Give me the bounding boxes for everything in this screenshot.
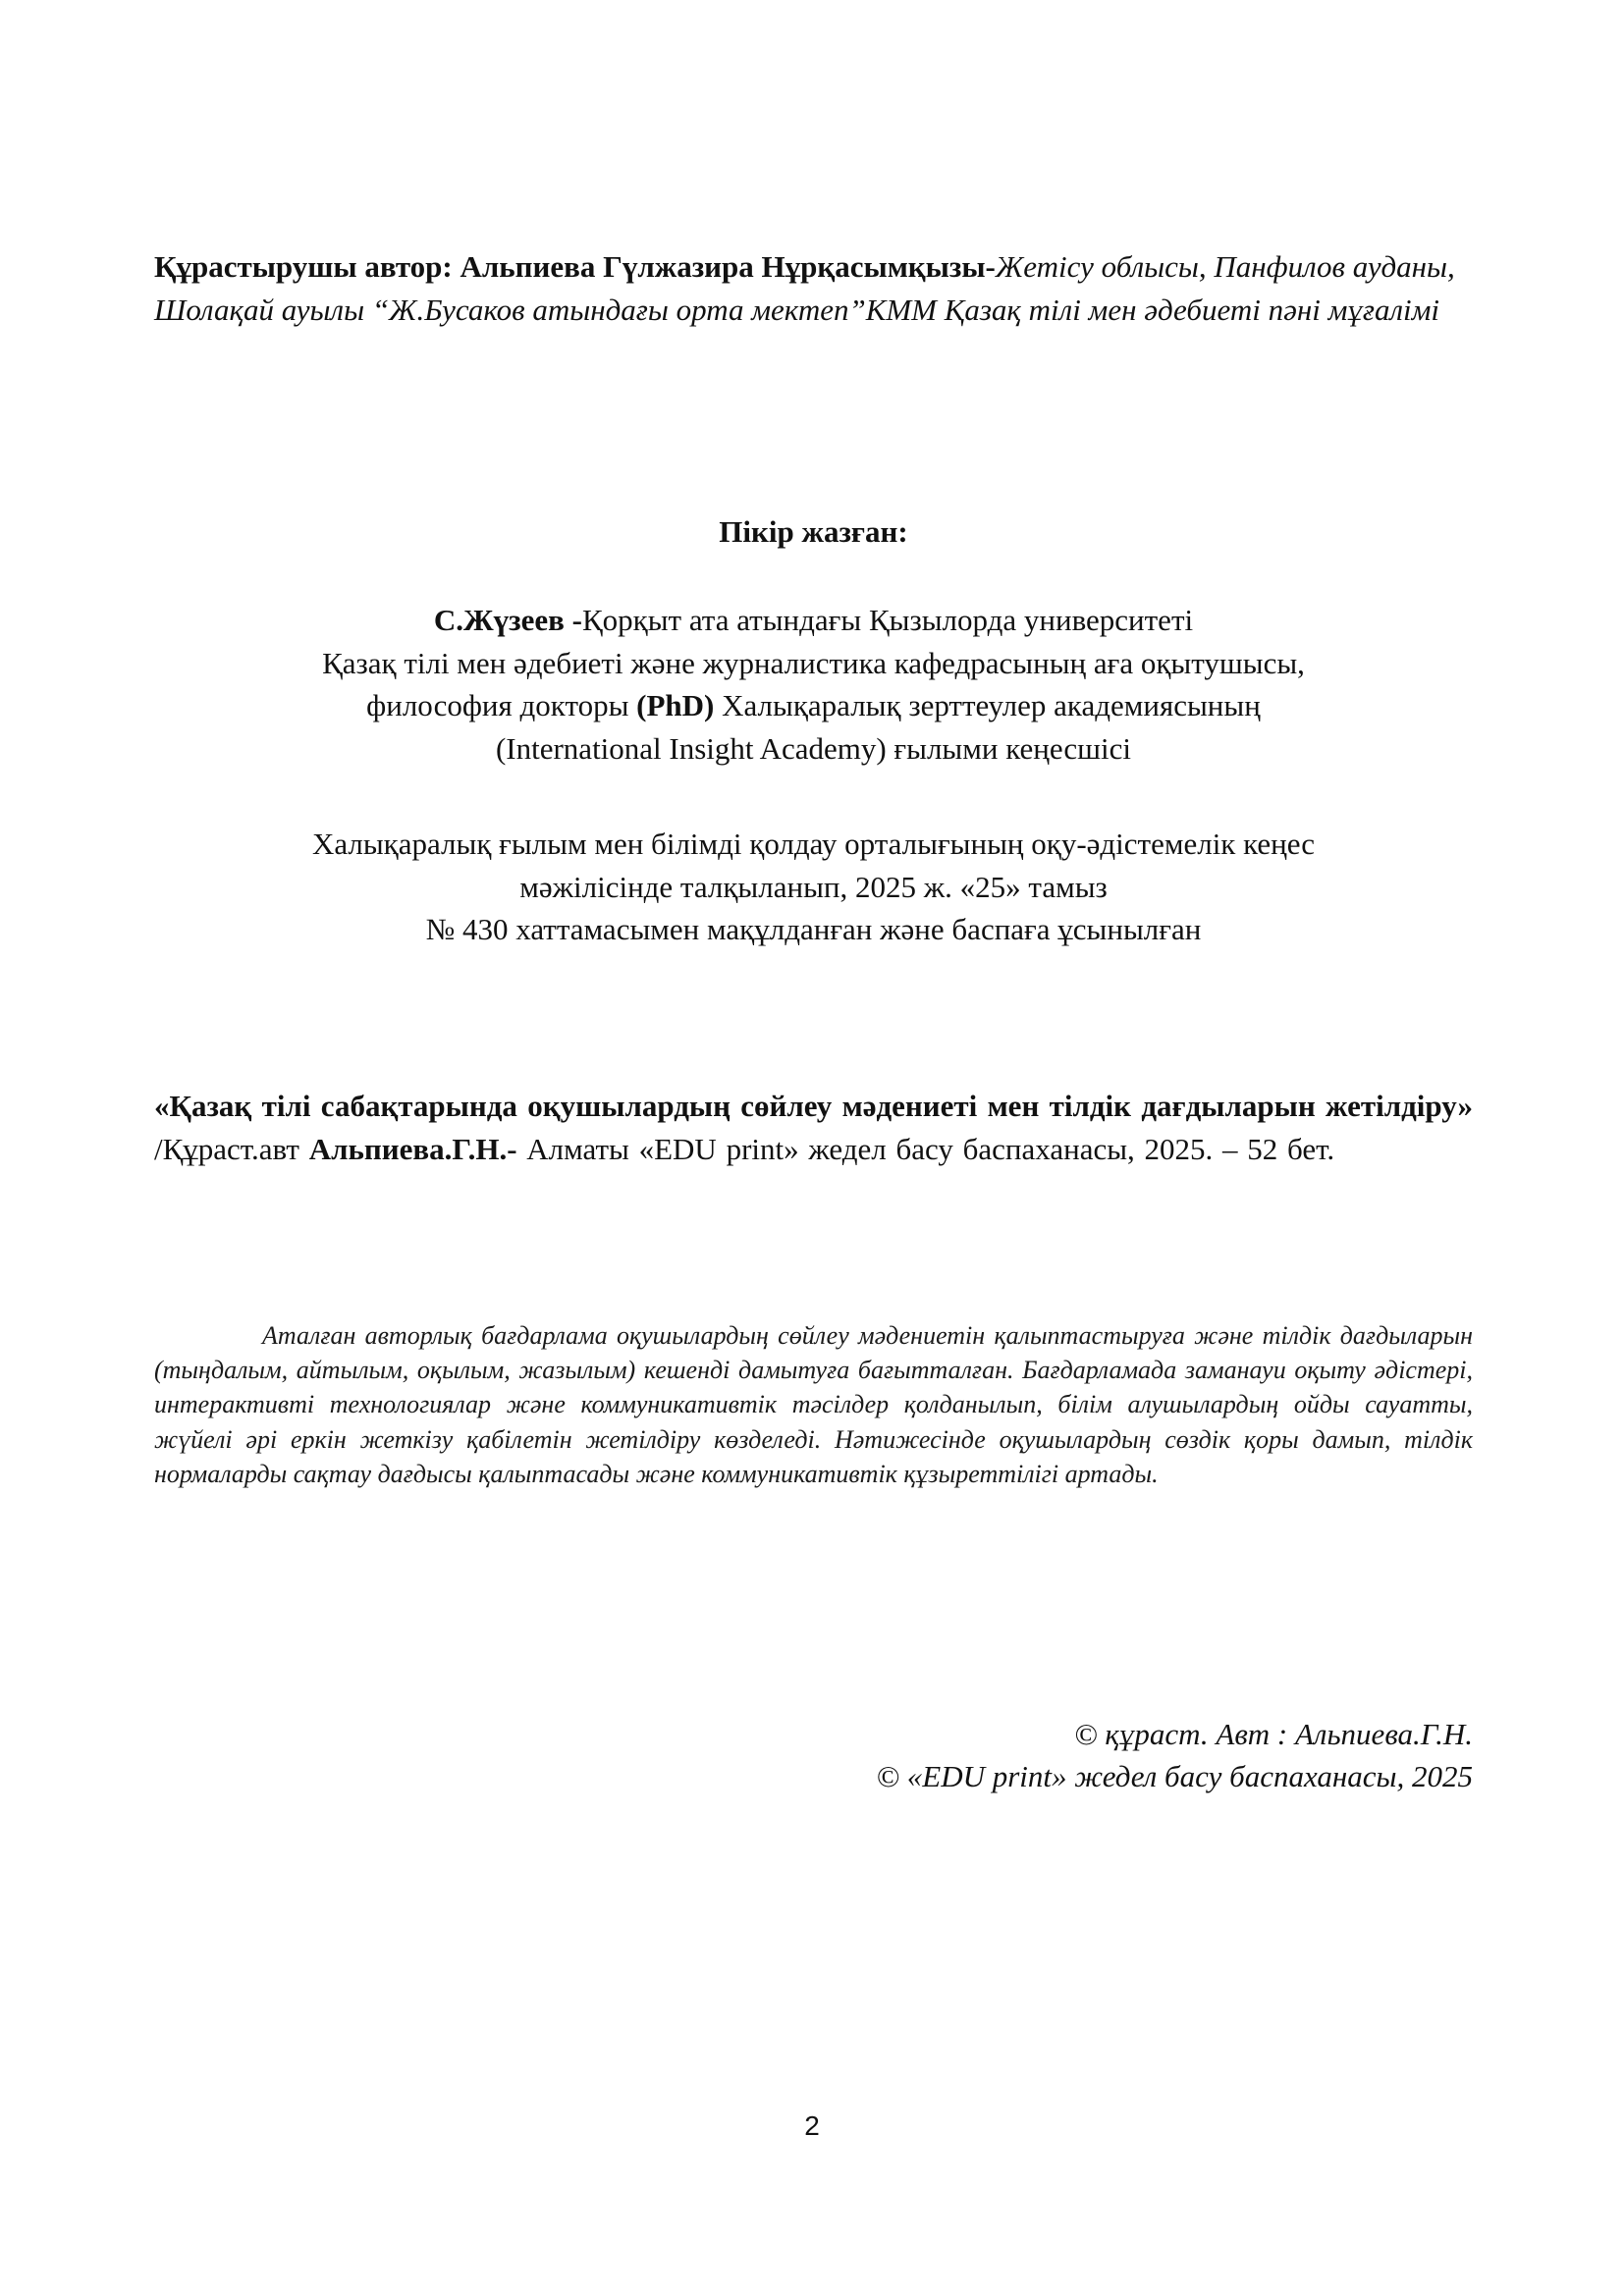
page-number: 2 bbox=[804, 2110, 820, 2141]
reviewer-academy: Халықаралық зерттеулер академиясының bbox=[714, 688, 1261, 722]
bibliographic-record bbox=[154, 1085, 1473, 1171]
author-info bbox=[154, 245, 1473, 332]
author-name: Альпиева Гүлжазира Нұрқасымқызы- bbox=[452, 249, 996, 284]
reviewer-degree-abbrev: (PhD) bbox=[636, 688, 715, 722]
copyright-author: © құраст. Авт : Альпиева.Г.Н. bbox=[1074, 1717, 1473, 1751]
approval-line-3: № 430 хаттамасымен мақұлданған және баспаға ұсынылған bbox=[425, 912, 1202, 946]
copyright-info bbox=[154, 1713, 1473, 1797]
compiler-name: Альпиева.Г.Н.- bbox=[308, 1132, 517, 1166]
approval-line-2: мәжілісінде талқыланып, 2025 ж. «25» тамыз bbox=[519, 869, 1108, 904]
reviewer-info bbox=[154, 599, 1473, 770]
author-affiliation: Жетісу облысы, Панфилов ауданы, Шолақай ауылы “Ж.Бусаков атындағы орта мектеп”КММ Қазақ тілі мен әдебиеті пәні мұғалімі bbox=[154, 249, 1455, 327]
reviewer-university: Қорқыт ата атындағы Қызылорда университеті bbox=[581, 603, 1194, 637]
author-label: Құрастырушы автор: bbox=[154, 249, 453, 284]
approval-info bbox=[154, 823, 1473, 951]
book-title: «Қазақ тілі сабақтарында оқушылардың сөйлеу мәдениеті мен тілдік дағдыларын жетілдіру» bbox=[154, 1089, 1473, 1123]
compiler-prefix: /Құраст.авт bbox=[154, 1132, 309, 1166]
reviewer-department: Қазақ тілі мен әдебиеті және журналистика кафедрасының аға оқытушысы, bbox=[322, 645, 1305, 680]
reviewer-degree: философия докторы bbox=[366, 688, 637, 722]
copyright-publisher: © «EDU print» жедел басу баспаханасы, 2025 bbox=[876, 1759, 1473, 1793]
abstract-paragraph: Аталған авторлық бағдарлама оқушылардың сөйлеу мәдениетін қалыптастыруға және тілдік дағдыларын (тыңдалым, айтылым, оқылым, жазылым) кешенді дамытуға бағытталған. Бағдарламада заманауи оқыту әдістері, интерактивті технологиялар және коммуникативтік тәсілдер қолданылып, білім алушылардың ойды сауатты, жүйелі әрі еркін жеткізу қабілетін жетілдіру көзделеді. Нәтижесінде оқушылардың сөздік қоры дамып, тілдік нормаларды сақтау дағдысы қалыптасады және коммуникативтік құзыреттілігі артады. bbox=[154, 1321, 1473, 1488]
reviewer-line-3 bbox=[154, 684, 1473, 727]
approval-line-1: Халықаралық ғылым мен білімді қолдау орталығының оқу-әдістемелік кеңес bbox=[311, 827, 1316, 861]
reviewer-role: (International Insight Academy) ғылыми кеңесшісі bbox=[495, 730, 1132, 766]
reviewer-heading: Пікір жазған: bbox=[719, 514, 908, 549]
reviewer-line-1 bbox=[154, 599, 1473, 642]
reviewer-name: С.Жүзеев - bbox=[433, 603, 582, 637]
publisher-info: Алматы «EDU print» жедел басу баспаханасы, 2025. – 52 бет. bbox=[516, 1132, 1335, 1166]
